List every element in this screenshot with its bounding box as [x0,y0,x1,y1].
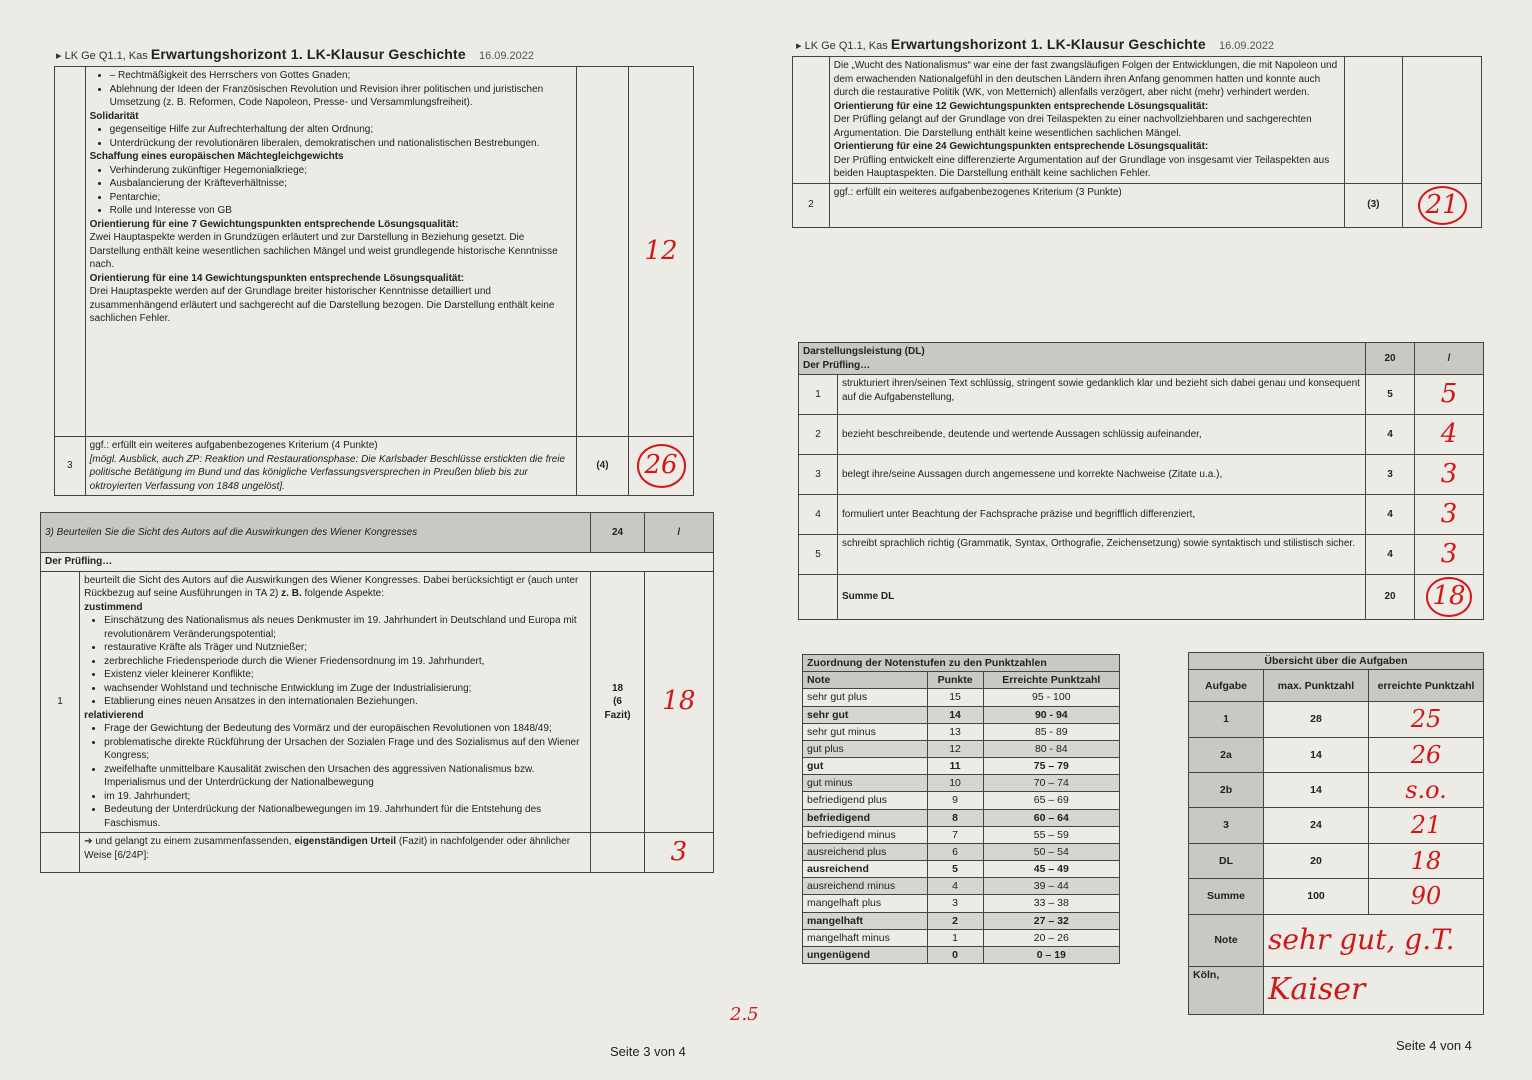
score-handwritten: 12 [629,67,694,437]
orientation-text: Der Prüfling gelangt auf der Grundlage von drei Teilaspekten zu einer nachvollziehbaren und sachgerechten Argumentation. Die Darstellung enthält keine wesentlichen sachlichen Mängel. [833,114,1312,139]
grade-name: mangelhaft minus [803,929,928,946]
task-id: 2b [1189,772,1264,807]
list-item: • Bedeutung der Unterdrückung der Nationalbewegungen im 19. Jahrhundert für die Entstehung des Faschismus. [104,803,586,830]
grade-name: gut minus [803,775,928,792]
overview-row [1189,737,1484,772]
grade-name: mangelhaft [803,912,928,929]
grades-col-head: Note [803,672,928,689]
doc-title: Erwartungshorizont 1. LK-Klausur Geschichte [890,36,1206,52]
grade-points: 1 [927,929,983,946]
orientation-heading: Orientierung für eine 24 Gewichtungspunkten entsprechende Lösungsqualität: [833,141,1209,152]
grade-range: 33 – 38 [983,895,1119,912]
task-score: 21 [1369,808,1484,843]
grades-col-head: Punkte [927,672,983,689]
grade-row [803,758,1120,775]
dl-row-score: 4 [1415,415,1484,455]
list-item: • Existenz vieler kleinerer Konflikte; [104,668,586,682]
grade-points: 11 [927,758,983,775]
dl-sum-max: 20 [1366,575,1415,619]
list-item: • restaurative Kräfte als Träger und Nutznießer; [104,641,586,655]
dl-subtitle: Der Prüfling… [803,359,871,371]
grade-row [803,775,1120,792]
orientation-text: Zwei Hauptaspekte werden in Grundzügen erläutert und zur Darstellung in Beziehung gesetzt. Die Darstellung enthält keine wesentlichen sachlichen Mängel und weist grundlegende historische Kenntnisse nach. [89,232,558,270]
grade-row [803,706,1120,723]
score-handwritten [1403,183,1482,227]
dl-row-max: 4 [1366,415,1415,455]
task-score: 90 [1369,879,1484,914]
overview-title: Übersicht über die Aufgaben [1189,653,1484,670]
fazit-text [80,833,591,873]
dl-row-text: belegt ihre/seine Aussagen durch angemessene und korrekte Nachweise (Zitate u.a.), [838,455,1366,495]
overview-row [1189,879,1484,914]
dl-row-score: 5 [1415,375,1484,415]
score-handwritten: 18 [644,571,713,833]
score-circle: 21 [1418,186,1467,225]
top-list [90,69,572,110]
grade-row [803,861,1120,878]
course-label: LK Ge Q1.1, Kas [64,50,148,62]
grade-range: 50 – 54 [983,843,1119,860]
grades-body [803,689,1120,964]
dl-sum-score [1415,575,1484,619]
grade-row [803,929,1120,946]
grade-range: 80 - 84 [983,740,1119,757]
dl-row-max: 4 [1366,535,1415,575]
grade-row [803,878,1120,895]
list-item: • zerbrechliche Friedensperiode durch die Wiener Friedensordnung im 19. Jahrhundert, [104,655,586,669]
grade-name: mangelhaft plus [803,895,928,912]
dl-row-number: 4 [799,495,838,535]
fazit-bold: eigenständigen Urteil [294,836,397,847]
list-item: • Ausbalancierung der Kräfteverhältnisse; [110,177,572,191]
overview-row [1189,843,1484,878]
grade-name: befriedigend plus [803,792,928,809]
grade-row [803,740,1120,757]
grades-col-head: Erreichte Punktzahl [983,672,1119,689]
grade-name: befriedigend minus [803,826,928,843]
list-item: • zweifelhafte unmittelbare Kausalität zwischen den Ursachen des aggressiven Nationalismus bzw. Imperialismus und der Unterdrückung der Nationalbewegung [104,763,586,790]
section-heading: Solidarität [89,110,139,122]
criterion-example: [mögl. Ausblick, auch ZP: Reaktion und Restaurationsphase: Die Karlsbader Beschlüsse erstickten die freie politische Betätigung im Bund und das königliche Verfassungsversprechen in Preußen blieb bis zur oktroyierten Verfassung von 1848 ungelöst]. [89,453,566,492]
grade-row [803,809,1120,826]
grade-points: 3 [927,895,983,912]
grade-points: 9 [927,792,983,809]
intro-bold: z. B. [281,588,302,599]
grade-range: 75 – 79 [983,758,1119,775]
grade-range: 39 – 44 [983,878,1119,895]
criteria-table-continued [54,66,694,496]
task-id: Summe [1189,879,1264,914]
fazit-post: (Fazit) in nachfolgender oder ähnlicher Weise [6/24P]: [84,836,571,861]
dl-row-score: 3 [1415,495,1484,535]
list-item: • gegenseitige Hilfe zur Aufrechterhaltung der alten Ordnung; [110,123,572,137]
dl-row-number: 2 [799,415,838,455]
signature: Kaiser [1264,966,1484,1014]
grade-row [803,689,1120,706]
section-heading: relativierend [84,709,144,721]
list-item: • Frage der Gewichtung der Bedeutung des Vormärz und der europäischen Revolutionen von 1848/49; [104,722,586,736]
dl-row-text: formuliert unter Beachtung der Fachsprache präzise und begrifflich differenziert, [838,495,1366,535]
task-max: 14 [1264,772,1369,807]
overview-row [1189,702,1484,737]
grade-name: ausreichend minus [803,878,928,895]
grade-name: ausreichend [803,861,928,878]
pruefling-label: Der Prüfling… [41,553,714,572]
list-item: • problematische direkte Rückführung der Ursachen der Sozialen Frage und des Sozialismus auf den Wiener Kongress; [104,736,586,763]
grade-points: 6 [927,843,983,860]
grade-points: 4 [927,878,983,895]
grade-points: 8 [927,809,983,826]
dl-row-number: 1 [799,375,838,415]
section-heading: zustimmend [84,601,143,613]
doc-date: 16.09.2022 [478,50,535,62]
grades-table [802,654,1120,964]
dl-title-cell [799,343,1366,375]
grade-row [803,895,1120,912]
list-item: • Unterdrückung der revolutionären liberalen, demokratischen und nationalistischen Bestrebungen. [110,137,572,151]
fazit-pre: ➔ und gelangt zu einem zusammenfassenden, [84,836,292,847]
dl-row-text: schreibt sprachlich richtig (Grammatik, Syntax, Orthografie, Zeichensetzung) sowie syntaktisch und stilistisch sicher. [838,535,1366,575]
grade-points: 0 [927,946,983,963]
page-number: Seite 3 von 4 [610,1044,686,1059]
task-score: 26 [1369,737,1484,772]
page-3 [0,0,760,1080]
grade-row [803,843,1120,860]
note-handwritten: sehr gut, g.T. [1264,914,1484,966]
max-points: 18 (6 Fazit) [591,571,644,833]
task-intro [84,574,586,601]
dl-row-number: 5 [799,535,838,575]
grade-name: sehr gut [803,706,928,723]
page-number: Seite 4 von 4 [1396,1038,1472,1053]
grade-range: 45 – 49 [983,861,1119,878]
grade-name: gut plus [803,740,928,757]
criteria-table-continued [792,56,1482,228]
task-max: 100 [1264,879,1369,914]
score-handwritten: 3 [644,833,713,873]
page-header [796,36,1274,52]
dl-row-max: 3 [1366,455,1415,495]
dl-max: 20 [1366,343,1415,375]
grade-name: gut [803,758,928,775]
grade-row [803,826,1120,843]
overview-body [1189,702,1484,914]
row-number: 2 [793,183,830,227]
overview-col-head: Aufgabe [1189,670,1264,702]
grade-points: 12 [927,740,983,757]
grade-range: 27 – 32 [983,912,1119,929]
grade-range: 70 – 74 [983,775,1119,792]
criterion-text: ggf.: erfüllt ein weiteres aufgabenbezogenes Kriterium (3 Punkte) [829,183,1344,227]
orientation-heading: Orientierung für eine 12 Gewichtungspunkten entsprechende Lösungsqualität: [833,100,1209,112]
dl-row-score: 3 [1415,455,1484,495]
overview-row [1189,808,1484,843]
grade-range: 60 – 64 [983,809,1119,826]
grade-name: befriedigend [803,809,928,826]
overview-col-head: erreichte Punktzahl [1369,670,1484,702]
orientation-text: Der Prüfling entwickelt eine differenzierte Argumentation auf der Grundlage von insgesamt vier Teilaspekten aus beiden Hauptaspekten. Die Darstellung enthält keine sachlichen Fehler. [833,154,1330,179]
play-icon: ▸ [796,40,802,52]
intro-end: folgende Aspekte: [304,588,385,599]
score-handwritten [629,437,694,496]
doc-date: 16.09.2022 [1218,40,1275,52]
grade-points: 13 [927,723,983,740]
grade-points: 7 [927,826,983,843]
grade-row [803,912,1120,929]
overview-col-head: max. Punktzahl [1264,670,1369,702]
row-number: 3 [55,437,86,496]
dl-table [798,342,1484,620]
max-points: (3) [1344,183,1403,227]
overview-table [1188,652,1484,1015]
task3-table [40,512,714,873]
grade-range: 95 - 100 [983,689,1119,706]
grade-row [803,946,1120,963]
play-icon: ▸ [56,50,62,62]
score-circle: 26 [637,444,686,487]
score-circle: 18 [1426,577,1471,616]
page-4 [760,0,1532,1080]
intro-text: beurteilt die Sicht des Autors auf die Auswirkungen des Wiener Kongresses. Dabei berücksichtigt er (auch unter Rückbezug auf seine Ausführungen in TA 2) [84,574,579,599]
grade-name: sehr gut minus [803,723,928,740]
list-item: • Etablierung eines neuen Ansatzes in den internationalen Beziehungen. [104,695,586,709]
task-max: 14 [1264,737,1369,772]
task-max: 24 [1264,808,1369,843]
dl-sum-label: Summe DL [838,575,1366,619]
grade-points: 14 [927,706,983,723]
grade-name: ungenügend [803,946,928,963]
grade-name: ausreichend plus [803,843,928,860]
list-item: • im 19. Jahrhundert; [104,790,586,804]
overview-row [1189,772,1484,807]
task-id: 3 [1189,808,1264,843]
row-number: 1 [41,571,80,833]
list-item: • Pentarchie; [110,191,572,205]
orientation-heading: Orientierung für eine 14 Gewichtungspunkten entsprechende Lösungsqualität: [89,272,465,284]
grade-range: 55 – 59 [983,826,1119,843]
dl-title: Darstellungsleistung (DL) [803,346,925,357]
task-max: 20 [1264,843,1369,878]
note-label: Note [1189,914,1264,966]
dl-row-max: 5 [1366,375,1415,415]
dl-row-score: 3 [1415,535,1484,575]
dl-slash: / [1415,343,1484,375]
grade-range: 85 - 89 [983,723,1119,740]
grade-row [803,723,1120,740]
task-max: 24 [591,513,644,553]
task-max: 28 [1264,702,1369,737]
orientation-text: Drei Hauptaspekte werden auf der Grundlage breiter historischer Kenntnisse detailliert und zusammenhängend erläutert und sachgerecht auf die Darstellung bezogen. Die Darstellung enthält keine sachlichen Fehler. [89,286,555,324]
criterion-text: ggf.: erfüllt ein weiteres aufgabenbezogenes Kriterium (4 Punkte) [89,440,378,451]
orientation-heading: Orientierung für eine 7 Gewichtungspunkten entsprechende Lösungsqualität: [89,218,459,230]
dl-row-number: 3 [799,455,838,495]
max-points: (4) [576,437,628,496]
grade-points: 10 [927,775,983,792]
intro-text: Die „Wucht des Nationalismus“ war eine der fast zwangsläufigen Folgen der Entwicklungen, die mit Napoleon und dem erwachenden Nationalgefühl in den deutschen Ländern ihren Anfang genommen hatten und konnte auch durch die restaurative Politik (WK, von Metternich) allenfalls verzögert, aber nicht (mehr) verhindert werden. [833,60,1338,98]
dl-row-max: 4 [1366,495,1415,535]
task-id: 1 [1189,702,1264,737]
grade-points: 15 [927,689,983,706]
city-label: Köln, [1189,966,1264,1014]
dl-row-text: strukturiert ihren/seinen Text schlüssig, stringent sowie gedanklich klar und bezieht sich dabei genau und konsequent auf die Aufgabenstellung, [838,375,1366,415]
margin-note: 2.5 [730,1004,759,1025]
task-score: s.o. [1369,772,1484,807]
grade-range: 90 - 94 [983,706,1119,723]
task-id: DL [1189,843,1264,878]
task-title: 3) Beurteilen Sie die Sicht des Autors auf die Auswirkungen des Wiener Kongresses [41,513,591,553]
doc-title: Erwartungshorizont 1. LK-Klausur Geschichte [150,46,466,62]
grades-title: Zuordnung der Notenstufen zu den Punktzahlen [803,655,1120,672]
grade-points: 2 [927,912,983,929]
task-score: 25 [1369,702,1484,737]
task-id: 2a [1189,737,1264,772]
list-item: • Rolle und Interesse von GB [110,204,572,218]
list-item: • Einschätzung des Nationalismus als neues Denkmuster im 19. Jahrhundert in Deutschland und Europa mit revolutionärem Veränderungspotential; [104,614,586,641]
list-item: • Ablehnung der Ideen der Französischen Revolution und Revision ihrer politischen und juristischen Umsetzung (z. B. Reformen, Code Napoleon, Presse- und Versammlungsfreiheit). [110,83,572,110]
list-item: • wachsender Wohlstand und technische Entwicklung im Zuge der Industrialisierung; [104,682,586,696]
list-item: • – Rechtmäßigkeit des Herrschers von Gottes Gnaden; [110,69,572,83]
list-item: • Verhinderung zukünftiger Hegemonialkriege; [110,164,572,178]
task-slash: / [644,513,713,553]
task-score: 18 [1369,843,1484,878]
page-header [56,46,534,62]
section-heading: Schaffung eines europäischen Mächtegleichgewichts [89,151,344,162]
grade-row [803,792,1120,809]
grade-range: 65 – 69 [983,792,1119,809]
dl-row-text: bezieht beschreibende, deutende und wertende Aussagen schlüssig aufeinander, [838,415,1366,455]
course-label: LK Ge Q1.1, Kas [804,40,888,52]
grade-range: 20 – 26 [983,929,1119,946]
grade-points: 5 [927,861,983,878]
grade-range: 0 – 19 [983,946,1119,963]
grade-name: sehr gut plus [803,689,928,706]
